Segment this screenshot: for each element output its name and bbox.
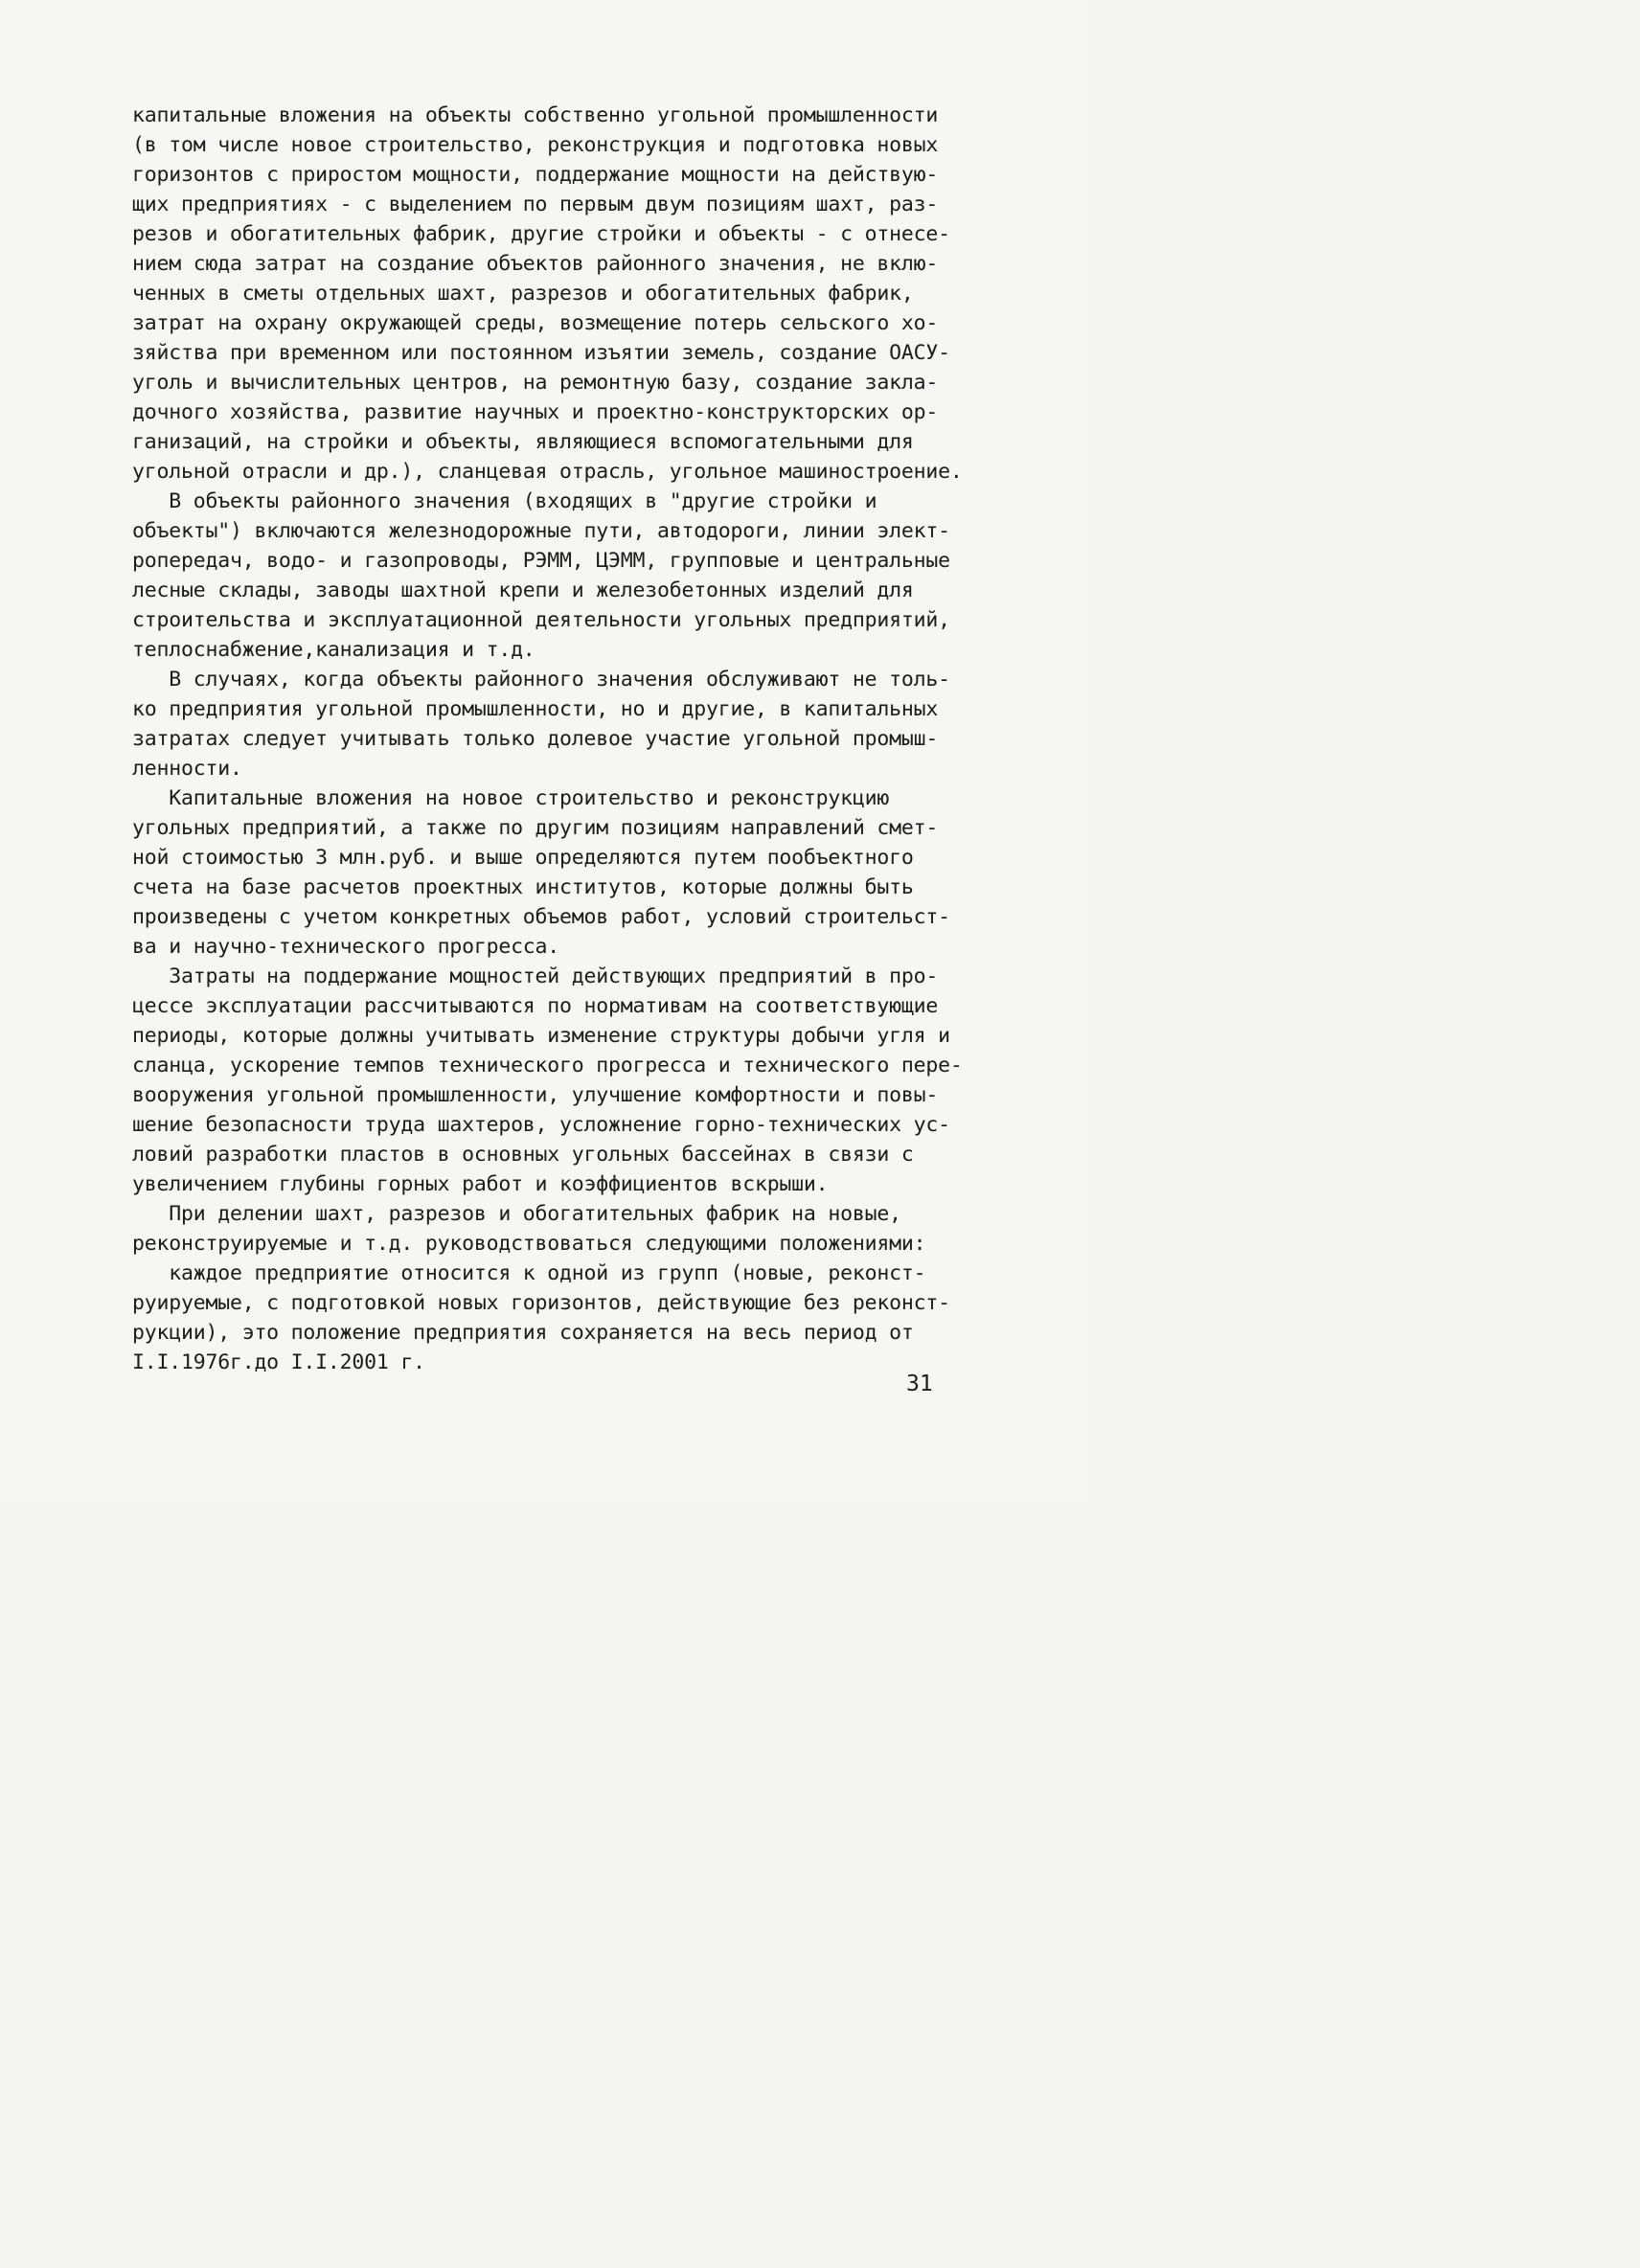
text-line: Капитальные вложения на новое строительство и реконструкцию <box>132 786 890 810</box>
text-line: уголь и вычислительных центров, на ремонтную базу, создание закла- <box>132 371 939 395</box>
text-line: сланца, ускорение темпов технического прогресса и технического пере- <box>132 1054 963 1077</box>
text-line: зяйства при временном или постоянном изъятии земель, создание ОАСУ- <box>132 341 950 365</box>
text-line: В случаях, когда объекты районного значения обслуживают не толь- <box>132 668 950 692</box>
text-line: угольной отрасли и др.), сланцевая отрасль, угольное машиностроение. <box>132 460 963 484</box>
text-line: I.I.1976г.до I.I.2001 г. <box>132 1350 425 1374</box>
text-line: В объекты районного значения (входящих в "другие стройки и <box>132 489 877 513</box>
document-body <box>132 101 975 1377</box>
text-line: ченных в сметы отдельных шахт, разрезов и обогатительных фабрик, <box>132 282 914 306</box>
text-line: цессе эксплуатации рассчитываются по нормативам на соответствующие <box>132 994 939 1018</box>
page-number: 31 <box>906 1372 933 1396</box>
text-line: увеличением глубины горных работ и коэффициентов вскрыши. <box>132 1172 829 1196</box>
text-line: затрат на охрану окружающей среды, возмещение потерь сельского хо- <box>132 311 939 335</box>
text-line: лесные склады, заводы шахтной крепи и железобетонных изделий для <box>132 578 914 602</box>
text-line: Затраты на поддержание мощностей действующих предприятий в про- <box>132 964 939 988</box>
text-line: руируемые, с подготовкой новых горизонтов, действующие без реконст- <box>132 1291 950 1315</box>
text-line: ной стоимостью 3 млн.руб. и выше определяются путем пообъектного <box>132 846 914 870</box>
text-line: резов и обогатительных фабрик, другие стройки и объекты - с отнесе- <box>132 222 950 246</box>
document-page <box>0 0 1090 1508</box>
text-line: (в том числе новое строительство, реконструкция и подготовка новых <box>132 133 939 157</box>
text-line: каждое предприятие относится к одной из групп (новые, реконст- <box>132 1261 926 1285</box>
text-line: счета на базе расчетов проектных институтов, которые должны быть <box>132 875 914 899</box>
text-line: строительства и эксплуатационной деятельности угольных предприятий, <box>132 608 950 632</box>
text-line: реконструируемые и т.д. руководствоваться следующими положениями: <box>132 1232 926 1256</box>
text-line: капитальные вложения на объекты собственно угольной промышленности <box>132 103 939 127</box>
text-line: объекты") включаются железнодорожные пути, автодороги, линии элект- <box>132 519 950 543</box>
text-line: рукции), это положение предприятия сохраняется на весь период от <box>132 1321 914 1345</box>
text-line: ва и научно-технического прогресса. <box>132 935 560 959</box>
text-line: вооружения угольной промышленности, улучшение комфортности и повы- <box>132 1083 939 1107</box>
text-line: периоды, которые должны учитывать изменение структуры добычи угля и <box>132 1024 950 1048</box>
text-line: дочного хозяйства, развитие научных и проектно-конструкторских ор- <box>132 400 939 424</box>
text-line: горизонтов с приростом мощности, поддержание мощности на действую- <box>132 163 939 187</box>
text-line: угольных предприятий, а также по другим позициям направлений смет- <box>132 816 939 840</box>
text-line: шение безопасности труда шахтеров, усложнение горно-технических ус- <box>132 1113 950 1137</box>
text-line: щих предприятиях - с выделением по первым двум позициям шахт, раз- <box>132 193 939 216</box>
text-line: ганизаций, на стройки и объекты, являющиеся вспомогательными для <box>132 430 914 454</box>
text-line: затратах следует учитывать только долевое участие угольной промыш- <box>132 727 939 751</box>
text-line: нием сюда затрат на создание объектов районного значения, не вклю- <box>132 252 939 276</box>
text-line: ко предприятия угольной промышленности, но и другие, в капитальных <box>132 697 939 721</box>
text-line: ропередач, водо- и газопроводы, РЭММ, ЦЭММ, групповые и центральные <box>132 549 950 573</box>
text-line: При делении шахт, разрезов и обогатительных фабрик на новые, <box>132 1202 901 1226</box>
text-line: ленности. <box>132 757 242 781</box>
text-line: ловий разработки пластов в основных угольных бассейнах в связи с <box>132 1143 914 1167</box>
text-line: произведены с учетом конкретных объемов работ, условий строительст- <box>132 905 950 929</box>
text-line: теплоснабжение,канализация и т.д. <box>132 638 535 662</box>
